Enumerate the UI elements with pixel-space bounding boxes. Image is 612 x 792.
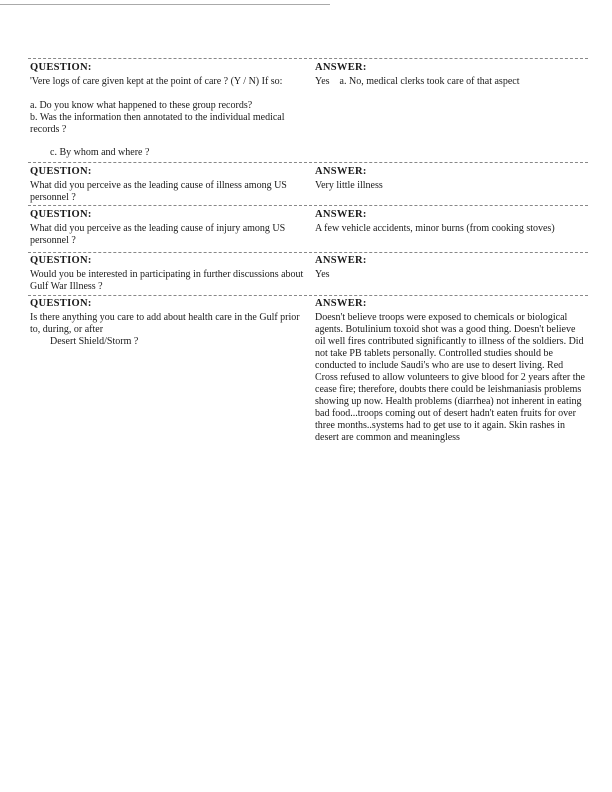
- answer-text: Yes a. No, medical clerks took care of that aspect: [315, 76, 520, 87]
- question-text: What did you perceive as the leading cause of injury among US personnel ?: [30, 223, 286, 246]
- answer-text: Yes: [315, 269, 330, 280]
- question-label: QUESTION:: [30, 62, 92, 73]
- answer-cell: [315, 62, 585, 88]
- divider: [28, 252, 588, 253]
- question-text: Would you be interested in participating in further discussions about Gulf War Illness ?: [30, 269, 304, 292]
- divider: [28, 162, 588, 163]
- answer-label: ANSWER:: [315, 62, 367, 73]
- question-label: QUESTION:: [30, 209, 92, 220]
- question-text: 'Vere logs of care given kept at the point of care ? (Y / N) If so:: [30, 76, 283, 87]
- scan-edge-line: [0, 4, 330, 5]
- question-sub-b: b. Was the information then annotated to the individual medical records ?: [30, 112, 285, 135]
- answer-text: A few vehicle accidents, minor burns (from cooking stoves): [315, 223, 555, 234]
- divider: [28, 295, 588, 296]
- answer-text: Very little illness: [315, 180, 383, 191]
- question-sub-a: a. Do you know what happened to these group records?: [30, 100, 253, 111]
- divider: [28, 205, 588, 206]
- question-label: QUESTION:: [30, 298, 92, 309]
- question-text: Is there anything you care to add about health care in the Gulf prior to, during, or after: [30, 312, 300, 335]
- question-text: What did you perceive as the leading cause of illness among US personnel ?: [30, 180, 287, 203]
- question-label: QUESTION:: [30, 166, 92, 177]
- question-cell: [30, 166, 312, 204]
- answer-cell: [315, 255, 585, 281]
- answer-label: ANSWER:: [315, 255, 367, 266]
- question-cell: [30, 209, 312, 247]
- answer-label: ANSWER:: [315, 209, 367, 220]
- answer-cell: [315, 298, 585, 444]
- answer-label: ANSWER:: [315, 298, 367, 309]
- question-text-cont: Desert Shield/Storm ?: [50, 336, 139, 347]
- question-cell: [30, 298, 312, 348]
- question-cell: [30, 255, 312, 293]
- answer-cell: [315, 209, 585, 235]
- answer-text: Doesn't believe troops were exposed to chemicals or biological agents. Botulinium toxoid shot was a good thing. Doesn't believe oil well fires contributed significantly to illness of the soldiers. Did not take PB tablets personally. Controlled studies should be conducted to include Saudi's who are use to desert living. Red Cross refused to allow volunteers to give blood for 2 years after the cease fire; therefore, doubts there could be leishmaniasis problems showing up now. Health problems (diarrhea) not inherent in eating bad food...troops coming out of desert hadn't eaten fruits for over three months..systems had to get use to it again. Skin rashes in desert are common and meaningless: [315, 312, 585, 443]
- answer-label: ANSWER:: [315, 166, 367, 177]
- question-sub-c: c. By whom and where ?: [50, 147, 150, 158]
- question-cell: [30, 62, 312, 159]
- question-label: QUESTION:: [30, 255, 92, 266]
- answer-cell: [315, 166, 585, 192]
- divider: [28, 58, 588, 59]
